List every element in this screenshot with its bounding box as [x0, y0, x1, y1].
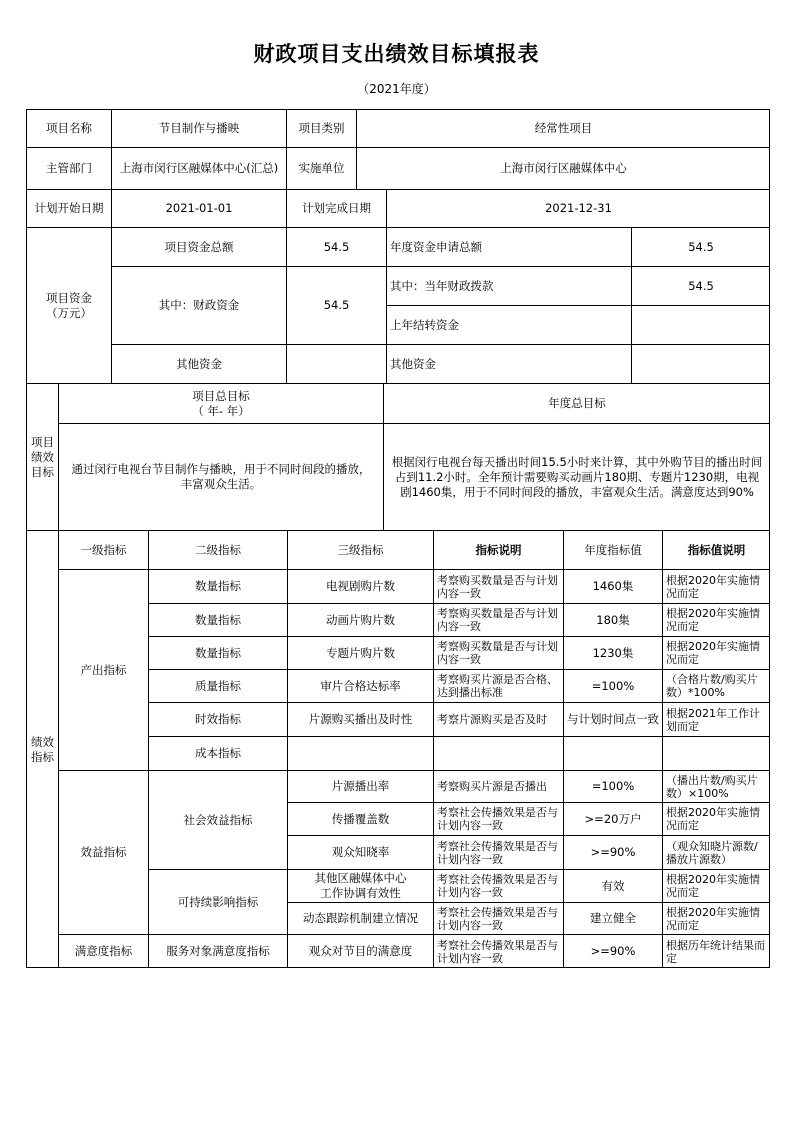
total-goal-header: 项目总目标 （ 年- 年） — [58, 383, 383, 423]
description-cell: 考察购买片源是否合格、达到播出标准 — [433, 669, 563, 702]
description-cell: 考察购买数量是否与计划内容一致 — [433, 569, 563, 603]
funds-total-value: 54.5 — [286, 227, 386, 266]
annual-total-value: 54.5 — [631, 227, 770, 266]
page-title: 财政项目支出绩效目标填报表 — [253, 42, 540, 66]
value-note-cell: 根据2020年实施情况而定 — [662, 802, 770, 835]
description-cell: 考察社会传播效果是否与计划内容一致 — [433, 802, 563, 835]
start-date-value: 2021-01-01 — [111, 189, 286, 227]
annual-goal-text: 根据闵行电视台每天播出时间15.5小时来计算，其中外购节目的播出时间占到11.2小时。全年预计需要购买动画片180期、专题片1230期，电视剧1460集，用于不同时间段的播放，丰富观众生活。满意度达到90% — [383, 423, 770, 530]
level2-cell: 数量指标 — [148, 636, 287, 669]
annual-value-cell: 建立健全 — [563, 902, 662, 934]
value-note-cell: 根据2020年实施情况而定 — [662, 902, 770, 934]
satisfaction-indicator-label: 满意度指标 — [58, 934, 148, 968]
annual-value-cell: 1230集 — [563, 636, 662, 669]
other-funds-label: 其他资金 — [111, 344, 286, 383]
social-benefit-label: 社会效益指标 — [148, 770, 287, 869]
annual-goal-header: 年度总目标 — [383, 383, 770, 423]
description-cell: 考察购买片源是否播出 — [433, 770, 563, 802]
annual-value-cell: 1460集 — [563, 569, 662, 603]
value-note-cell: 根据2020年实施情况而定 — [662, 603, 770, 636]
annual-value-cell — [563, 736, 662, 770]
value-note-cell: 根据2020年实施情况而定 — [662, 869, 770, 902]
value-note-cell: （合格片数/购买片数）*100% — [662, 669, 770, 702]
annual-value-cell: 与计划时间点一致 — [563, 702, 662, 736]
dept-label: 主管部门 — [26, 147, 111, 189]
header-level3: 三级指标 — [287, 530, 433, 569]
carryover-value — [631, 305, 770, 344]
value-note-cell: 根据2020年实施情况而定 — [662, 569, 770, 603]
annual-value-cell: 有效 — [563, 869, 662, 902]
goals-label: 项目 绩效 目标 — [26, 383, 58, 530]
fiscal-funds-label: 其中：财政资金 — [111, 266, 286, 344]
fiscal-funds-value: 54.5 — [286, 266, 386, 344]
header-level1: 一级指标 — [58, 530, 148, 569]
description-cell: 考察社会传播效果是否与计划内容一致 — [433, 902, 563, 934]
project-name-value: 节目制作与播映 — [111, 109, 286, 147]
output-indicator-label: 产出指标 — [58, 569, 148, 770]
benefit-indicator-label: 效益指标 — [58, 770, 148, 934]
annual-value-cell: =100% — [563, 669, 662, 702]
annual-value-cell: 180集 — [563, 603, 662, 636]
level2-cell: 时效指标 — [148, 702, 287, 736]
unit-value: 上海市闵行区融媒体中心 — [356, 147, 770, 189]
report-year: （2021年度） — [357, 82, 436, 96]
description-cell: 考察社会传播效果是否与计划内容一致 — [433, 934, 563, 968]
level2-cell: 数量指标 — [148, 603, 287, 636]
description-cell: 考察社会传播效果是否与计划内容一致 — [433, 835, 563, 869]
value-note-cell — [662, 736, 770, 770]
level3-cell: 片源播出率 — [287, 770, 433, 802]
description-cell: 考察片源购买是否及时 — [433, 702, 563, 736]
level3-cell: 动态跟踪机制建立情况 — [287, 902, 433, 934]
total-goal-text: 通过闵行电视台节目制作与播映，用于不同时间段的播放，丰富观众生活。 — [58, 423, 383, 530]
project-type-label: 项目类别 — [286, 109, 356, 147]
value-note-cell: 根据2021年工作计划而定 — [662, 702, 770, 736]
value-note-cell: （观众知晓片源数/播放片源数） — [662, 835, 770, 869]
header-annual-value: 年度指标值 — [563, 530, 662, 569]
annual-value-cell: >=90% — [563, 934, 662, 968]
level3-cell: 动画片购片数 — [287, 603, 433, 636]
description-cell: 考察社会传播效果是否与计划内容一致 — [433, 869, 563, 902]
level3-cell: 片源购买播出及时性 — [287, 702, 433, 736]
indicators-label: 绩效 指标 — [26, 530, 58, 968]
funds-label: 项目资金 （万元） — [26, 227, 111, 383]
project-type-value: 经常性项目 — [356, 109, 770, 147]
level2-cell: 数量指标 — [148, 569, 287, 603]
level3-cell: 观众知晓率 — [287, 835, 433, 869]
carryover-label: 上年结转资金 — [386, 305, 631, 344]
level3-cell: 观众对节目的满意度 — [287, 934, 433, 968]
level3-cell — [287, 736, 433, 770]
dept-value: 上海市闵行区融媒体中心(汇总) — [111, 147, 286, 189]
start-date-label: 计划开始日期 — [26, 189, 111, 227]
other-funds-value-2 — [631, 344, 770, 383]
level2-cell: 成本指标 — [148, 736, 287, 770]
end-date-label: 计划完成日期 — [286, 189, 386, 227]
annual-value-cell: >=90% — [563, 835, 662, 869]
level3-cell: 专题片购片数 — [287, 636, 433, 669]
level2-cell: 质量指标 — [148, 669, 287, 702]
value-note-cell: （播出片数/购买片数）×100% — [662, 770, 770, 802]
table-right-border — [769, 109, 770, 968]
value-note-cell: 根据2020年实施情况而定 — [662, 636, 770, 669]
unit-label: 实施单位 — [286, 147, 356, 189]
current-year-value: 54.5 — [631, 266, 770, 305]
description-cell: 考察购买数量是否与计划内容一致 — [433, 636, 563, 669]
funds-total-label: 项目资金总额 — [111, 227, 286, 266]
value-note-cell: 根据历年统计结果而定 — [662, 934, 770, 968]
end-date-value: 2021-12-31 — [386, 189, 770, 227]
current-year-label: 其中：当年财政拨款 — [386, 266, 631, 305]
other-funds-label-2: 其他资金 — [386, 344, 631, 383]
header-level2: 二级指标 — [148, 530, 287, 569]
level3-cell: 其他区融媒体中心 工作协调有效性 — [287, 869, 433, 902]
description-cell — [433, 736, 563, 770]
project-name-label: 项目名称 — [26, 109, 111, 147]
sustainable-impact-label: 可持续影响指标 — [148, 869, 287, 934]
description-cell: 考察购买数量是否与计划内容一致 — [433, 603, 563, 636]
other-funds-value — [286, 344, 386, 383]
annual-total-label: 年度资金申请总额 — [386, 227, 631, 266]
annual-value-cell: =100% — [563, 770, 662, 802]
header-value-note: 指标值说明 — [662, 530, 770, 569]
level2-cell: 服务对象满意度指标 — [148, 934, 287, 968]
level3-cell: 电视剧购片数 — [287, 569, 433, 603]
level3-cell: 审片合格达标率 — [287, 669, 433, 702]
header-description: 指标说明 — [433, 530, 563, 569]
table-bottom-border — [26, 967, 770, 968]
annual-value-cell: >=20万户 — [563, 802, 662, 835]
level3-cell: 传播覆盖数 — [287, 802, 433, 835]
